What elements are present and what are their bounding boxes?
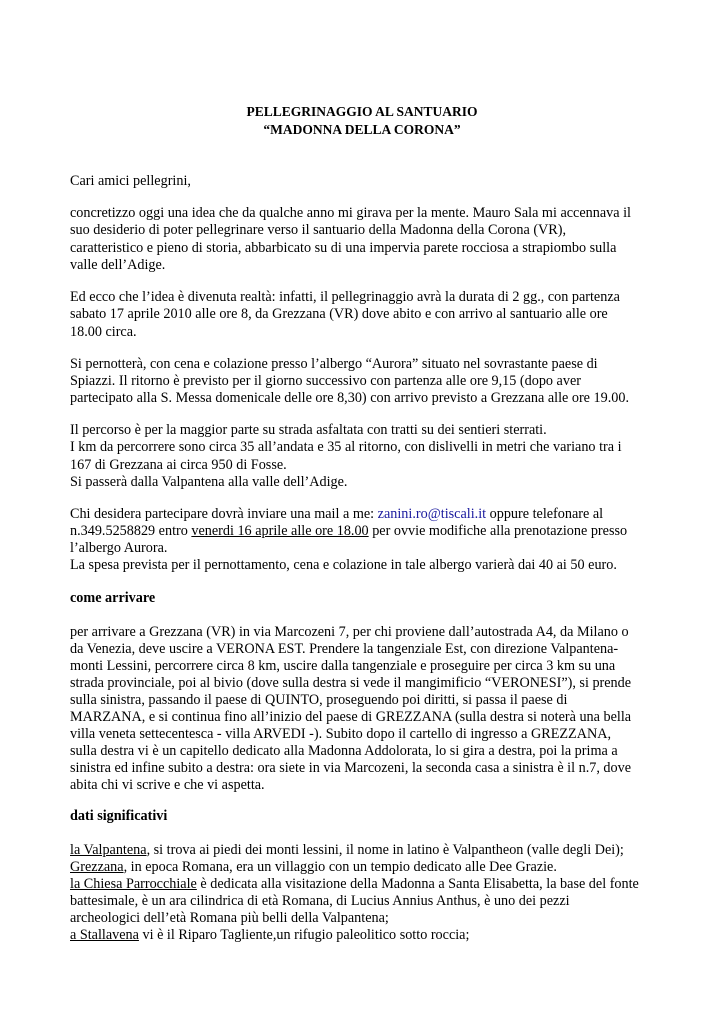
intro-paragraph-line: suo desiderio di poter pellegrinare verso il santuario della Madonna della Corona (VR), bbox=[70, 222, 567, 238]
contact-text: per ovvie modifiche alla prenotazione presso bbox=[368, 523, 628, 539]
contact-text: oppure telefonare al bbox=[486, 506, 604, 522]
section-heading-come-arrivare: come arrivare bbox=[70, 590, 156, 606]
directions-line: sinistra ed infine subito a destra: ora siete in via Marcozeni, la seconda casa a sinistra è il n.7, dove bbox=[70, 760, 632, 776]
section-heading-dati-significativi: dati significativi bbox=[70, 808, 168, 824]
fact-term: a Stallavena bbox=[70, 927, 139, 943]
fact-text: , si trova ai piedi dei monti lessini, il nome in latino è Valpantheon (valle degli Dei); bbox=[146, 842, 624, 858]
intro-paragraph-line: caratteristico e pieno di storia, abbarbicato su di una impervia parete rocciosa a strapiombo sulla bbox=[70, 240, 617, 256]
fact-term: la Valpantena bbox=[70, 842, 147, 858]
fact-text: , in epoca Romana, era un villaggio con un tempio dedicato alle Dee Grazie. bbox=[123, 859, 557, 875]
fact-term: la Chiesa Parrocchiale bbox=[70, 876, 197, 892]
contact-line bbox=[70, 506, 603, 523]
contact-text: Chi desidera partecipare dovrà inviare una mail a me: bbox=[70, 506, 378, 522]
contact-text: n.349.5258829 entro bbox=[70, 523, 192, 539]
lodging-paragraph-line: Spiazzi. Il ritorno è previsto per il giorno successivo con partenza alle ore 9,15 (dopo aver bbox=[70, 373, 581, 389]
document-title-line-1: PELLEGRINAGGIO AL SANTUARIO bbox=[246, 104, 478, 119]
deadline-text: venerdi 16 aprile alle ore 18.00 bbox=[191, 523, 369, 539]
fact-line bbox=[70, 927, 469, 944]
lodging-paragraph-line: Si pernotterà, con cena e colazione presso l’albergo “Aurora” situato nel sovrastante paese di bbox=[70, 356, 598, 372]
date-paragraph-line: sabato 17 aprile 2010 alle ore 8, da Grezzana (VR) dove abito e con arrivo al santuario alle ore bbox=[70, 306, 608, 322]
directions-line: sulla destra vi è un capitello dedicato alla Madonna Addolorata, lo si gira a destra, poi la prima a bbox=[70, 743, 618, 759]
fact-line: archeologici dell’età Romana più belli della Valpantena; bbox=[70, 910, 389, 926]
directions-line: monti Lessini, percorrere circa 8 km, uscire dalla tangenziale e proseguire per circa 3 km su una bbox=[70, 658, 616, 674]
lodging-paragraph-line: partecipato alla S. Messa domenicale delle ore 8,30) con arrivo previsto a Grezzana alle ore 19.00. bbox=[70, 390, 629, 406]
directions-line: abita chi vi scrive e che vi aspetta. bbox=[70, 777, 265, 793]
fact-line bbox=[70, 876, 639, 893]
date-paragraph-line: Ed ecco che l’idea è divenuta realtà: infatti, il pellegrinaggio avrà la durata di 2 gg., con partenza bbox=[70, 289, 620, 305]
fact-term: Grezzana bbox=[70, 859, 124, 875]
directions-line: da Venezia, deve uscire a VERONA EST. Prendere la tangenziale Est, con direzione Valpantena- bbox=[70, 641, 619, 657]
document-title-line-2: “MADONNA DELLA CORONA” bbox=[263, 122, 461, 137]
directions-line: villa veneta settecentesca - villa ARVEDI -). Subito dopo il cartello di ingresso a GREZZANA, bbox=[70, 726, 612, 742]
intro-paragraph-line: concretizzo oggi una idea che da qualche anno mi girava per la mente. Mauro Sala mi accennava il bbox=[70, 205, 631, 221]
fact-line: battesimale, è un ara cilindrica di età Romana, di Lucius Annius Anthus, è uno dei pezzi bbox=[70, 893, 570, 909]
fact-line bbox=[70, 842, 624, 859]
route-paragraph-line: 167 di Grezzana ai circa 950 di Fosse. bbox=[70, 457, 287, 473]
contact-line bbox=[70, 523, 627, 540]
cost-line: La spesa prevista per il pernottamento, cena e colazione in tale albergo varierà dai 40 ai 50 euro. bbox=[70, 557, 617, 573]
email-link[interactable]: zanini.ro@tiscali.it bbox=[377, 506, 487, 522]
route-paragraph-line: Si passerà dalla Valpantena alla valle dell’Adige. bbox=[70, 474, 348, 490]
directions-line: sulla sinistra, passando il paese di QUINTO, proseguendo poi diritti, si passa il paese di bbox=[70, 692, 568, 708]
directions-line: strada provinciale, poi al bivio (dove sulla destra si vede il mangimificio “VERONESI”), si prende bbox=[70, 675, 632, 691]
route-paragraph-line: Il percorso è per la maggior parte su strada asfaltata con tratti su dei sentieri sterrati. bbox=[70, 422, 547, 438]
directions-line: per arrivare a Grezzana (VR) in via Marcozeni 7, per chi proviene dall’autostrada A4, da Milano o bbox=[70, 624, 629, 640]
fact-line bbox=[70, 859, 557, 876]
directions-line: MARZANA, e si continua fino all’inizio del paese di GREZZANA (sulla destra si noterà una bella bbox=[70, 709, 632, 725]
greeting: Cari amici pellegrini, bbox=[70, 173, 191, 189]
date-paragraph-line: 18.00 circa. bbox=[70, 324, 137, 340]
intro-paragraph-line: valle dell’Adige. bbox=[70, 257, 166, 273]
fact-text: è dedicata alla visitazione della Madonna a Santa Elisabetta, la base del fonte bbox=[196, 876, 639, 892]
route-paragraph-line: I km da percorrere sono circa 35 all’andata e 35 al ritorno, con dislivelli in metri che variano tra i bbox=[70, 439, 622, 455]
fact-text: vi è il Riparo Tagliente,un rifugio paleolitico sotto roccia; bbox=[138, 927, 470, 943]
contact-line: l’albergo Aurora. bbox=[70, 540, 168, 556]
